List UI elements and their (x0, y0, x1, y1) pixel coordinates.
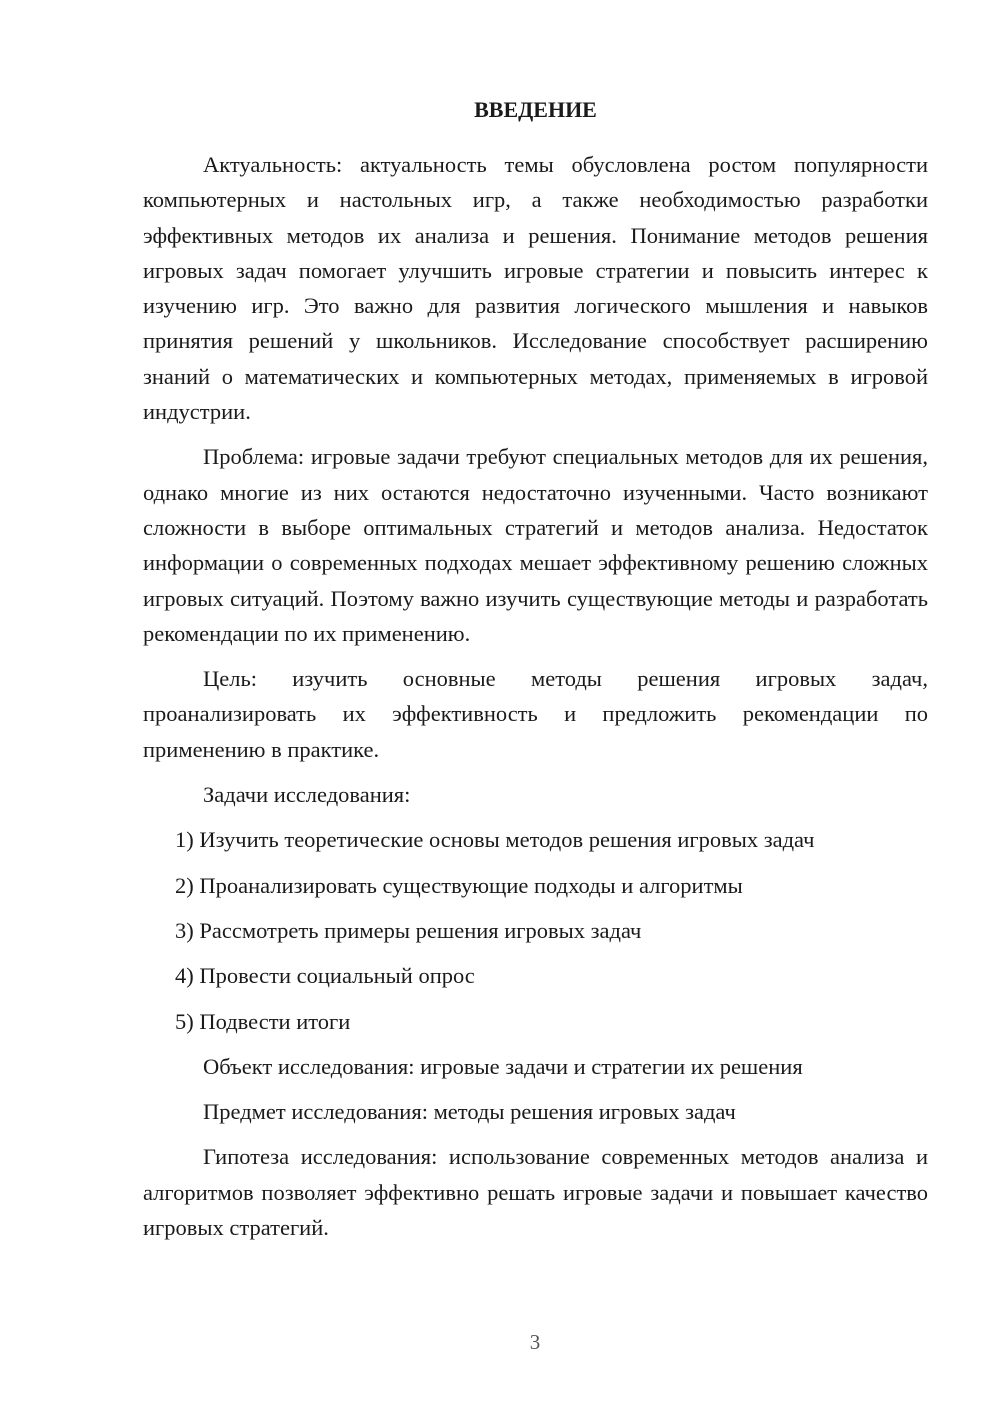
paragraph-object: Объект исследования: игровые задачи и стратегии их решения (203, 1053, 803, 1079)
list-item: 1) Изучить теоретические основы методов решения игровых задач (175, 827, 815, 853)
paragraph-relevance: Актуальность: актуальность темы обусловлена ростом популярности компьютерных и настольных игр, а также необходимостью разработки эффективных методов их анализа и решения. Понимание методов решения игровых задач помогает улучшить игровые стратегии и повысить интерес к изучению игр. Это важно для развития логического мышления и навыков принятия решений у школьников. Исследование способствует расширению знаний о математических и компьютерных методах, применяемых в игровой индустрии. (143, 152, 928, 425)
list-item: 3) Рассмотреть примеры решения игровых задач (175, 917, 642, 943)
paragraph-goal: Цель: изучить основные методы решения игровых задач, проанализировать их эффективность и предложить рекомендации по применению в практике. (143, 666, 928, 762)
paragraph-problem: Проблема: игровые задачи требуют специальных методов для их решения, однако многие из них остаются недостаточно изученными. Часто возникают сложности в выборе оптимальных стратегий и методов анализа. Недостаток информации о современных подходах мешает эффективному решению сложных игровых ситуаций. Поэтому важно изучить существующие методы и разработать рекомендации по их применению. (143, 444, 928, 646)
page-title: ВВЕДЕНИЕ (474, 97, 597, 122)
page-content (143, 92, 928, 1245)
paragraph-subject: Предмет исследования: методы решения игровых задач (203, 1099, 736, 1125)
list-item: 4) Провести социальный опрос (175, 963, 475, 989)
tasks-heading: Задачи исследования: (203, 782, 411, 808)
paragraph-hypothesis: Гипотеза исследования: использование современных методов анализа и алгоритмов позволяет эффективно решать игровые задачи и повышает качество игровых стратегий. (143, 1144, 928, 1241)
page-number: 3 (529, 1330, 541, 1354)
tasks-list (143, 822, 928, 1038)
list-item: 5) Подвести итоги (175, 1008, 351, 1034)
list-item: 2) Проанализировать существующие подходы и алгоритмы (175, 872, 743, 898)
